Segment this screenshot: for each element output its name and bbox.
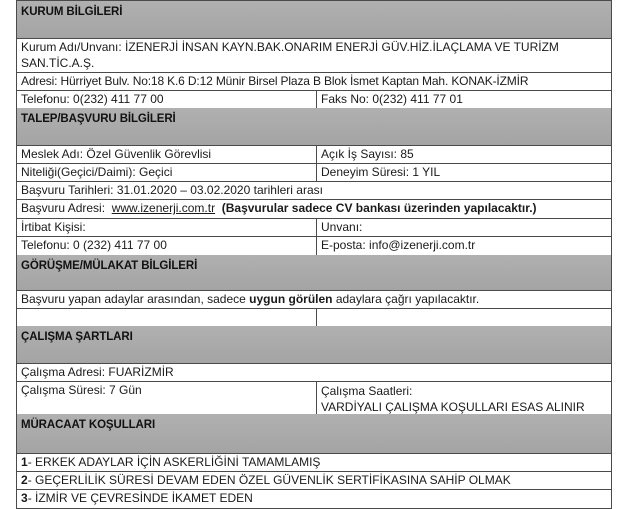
apply-address-note: (Başvurular sadece CV bankası üzerinden yapılacaktır.) [215, 201, 537, 215]
apply-address-link[interactable]: www.izenerji.com.tr [111, 201, 216, 215]
interview-text: Başvuru yapan adaylar arasından, sadece [21, 292, 250, 306]
section-title: KURUM BİLGİLERİ [21, 6, 123, 18]
section-title: ÇALIŞMA ŞARTLARI [21, 331, 133, 343]
row-dates [16, 181, 612, 200]
experience: Deneyim Süresi: 1 YIL [321, 165, 441, 179]
row-apply-address [16, 199, 612, 219]
work-address: Çalışma Adresi: FUARİZMİR [21, 365, 174, 379]
requirement-text: - ERKEK ADAYLAR İÇİN ASKERLİĞİNİ TAMAMLAMIŞ [27, 455, 321, 469]
open-positions: Açık İş Sayısı: 85 [321, 147, 414, 161]
requirement-item [16, 489, 612, 509]
section-header-calisma [16, 326, 612, 364]
section-header-talep [16, 108, 612, 146]
interview-text-end: adaylara çağrı yapılacaktır. [332, 292, 480, 306]
work-hours-value: VARDİYALI ÇALIŞMA KOŞULLARI ESAS ALINIR [321, 400, 585, 414]
requirement-item [16, 471, 612, 490]
job-nature: Niteliği(Geçici/Daimi): Geçici [17, 163, 317, 181]
row-kurum-contact [16, 90, 612, 109]
kurum-name-line1: Kurum Adı/Unvanı: İZENERJİ İNSAN KAYN.BAK.ONARIM ENERJİ GÜV.HİZ.İLAÇLAMA VE TURİZM [21, 40, 559, 54]
work-hours-label: Çalışma Saatleri: [321, 384, 413, 398]
kurum-phone: Telefonu: 0(232) 411 77 00 [17, 90, 317, 108]
interview-text-bold: uygun görülen [249, 292, 333, 306]
row-empty [16, 308, 612, 327]
row-nature [16, 163, 612, 182]
contact-phone: Telefonu: 0 (232) 411 77 00 [17, 236, 317, 255]
row-contact [16, 218, 612, 237]
row-kurum-name [16, 37, 612, 73]
contact-title: Unvanı: [321, 220, 363, 234]
section-header-kurum [16, 0, 612, 39]
row-occupation [16, 145, 612, 164]
section-header-gorusme [16, 255, 612, 291]
requirement-item [16, 453, 612, 472]
empty-cell [317, 308, 611, 326]
row-contact-details [16, 236, 612, 256]
requirement-text: - İZMİR VE ÇEVRESİNDE İKAMET EDEN [27, 491, 253, 505]
row-interview-info [16, 290, 612, 309]
section-title: MÜRACAAT KOŞULLARI [21, 419, 156, 431]
kurum-address: Adresi: Hürriyet Bulv. No:18 K.6 D:12 Münir Birsel Plaza B Blok İsmet Kaptan Mah. KONAK-İZMİR [21, 74, 529, 88]
requirement-number: 1 [21, 455, 28, 469]
row-work-address [16, 363, 612, 382]
requirement-text: - GEÇERLİLİK SÜRESİ DEVAM EDEN ÖZEL GÜVENLİK SERTİFİKASINA SAHİP OLMAK [27, 473, 511, 487]
kurum-name-line2: SAN.TİC.A.Ş. [21, 56, 95, 70]
section-title: GÖRÜŞME/MÜLAKAT BİLGİLERİ [21, 260, 198, 272]
requirement-number: 3 [21, 491, 28, 505]
row-kurum-address [16, 72, 612, 91]
apply-address-label: Başvuru Adresi: [21, 201, 112, 215]
contact-email[interactable]: E-posta: info@izenerji.com.tr [321, 238, 476, 252]
section-title: TALEP/BAŞVURU BİLGİLERİ [21, 113, 176, 125]
contact-person: İrtibat Kişisi: [17, 218, 317, 236]
empty-cell [17, 308, 317, 326]
requirement-number: 2 [21, 473, 28, 487]
application-dates: Başvuru Tarihleri: 31.01.2020 – 03.02.2020 tarihleri arası [21, 183, 323, 197]
occupation: Meslek Adı: Özel Güvenlik Görevlisi [17, 145, 317, 163]
section-header-muracaat [16, 414, 612, 454]
row-work-duration [16, 381, 612, 415]
work-duration: Çalışma Süresi: 7 Gün [17, 381, 317, 414]
kurum-fax: Faks No: 0(232) 411 77 01 [321, 92, 463, 106]
